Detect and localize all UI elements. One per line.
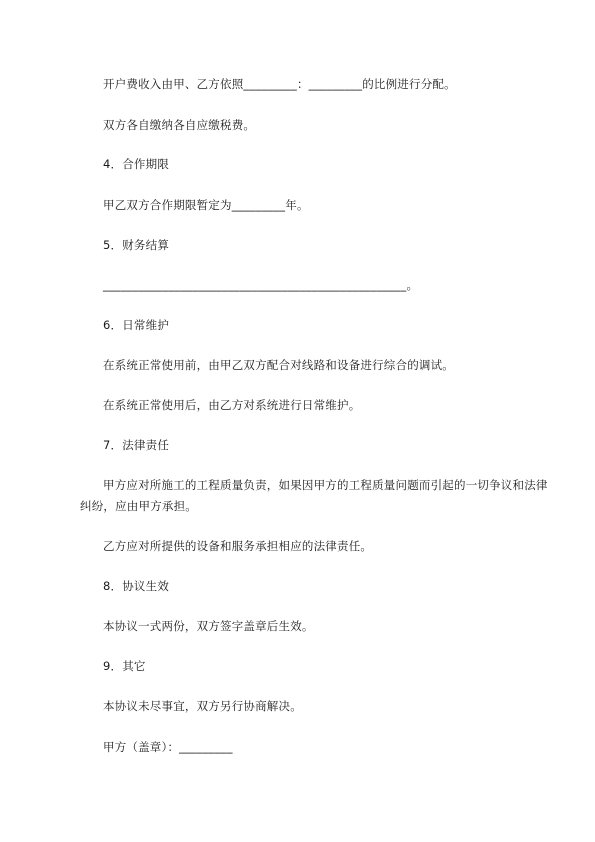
- heading-daily-maintenance: 6．日常维护: [103, 318, 170, 332]
- heading-agreement-effective: 8．协议生效: [103, 579, 170, 593]
- paragraph-cooperation-period: 甲乙双方合作期限暂定为_________年。: [103, 198, 309, 212]
- heading-legal-liability: 7．法律责任: [103, 438, 170, 452]
- paragraph-taxes: 双方各自缴纳各自应缴税费。: [103, 118, 256, 132]
- heading-cooperation-period: 4．合作期限: [103, 157, 170, 171]
- paragraph-other-matters: 本协议未尽事宜，双方另行协商解决。: [103, 699, 302, 713]
- heading-financial-settlement: 5．财务结算: [103, 238, 170, 252]
- paragraph-party-a-liability: 甲方应对所施工的工程质量负责，如果因甲方的工程质量问题而引起的一切争议和法律纠纷，应由甲方承担。: [80, 478, 548, 513]
- paragraph-revenue-split: 开户费收入由甲、乙方依照_________：_________的比例进行分配。: [103, 77, 456, 91]
- signature-party-a: 甲方（盖章）：_________: [103, 740, 233, 754]
- paragraph-financial-settlement-blank: ___________________________________________________。: [103, 278, 419, 292]
- paragraph-agreement-copies: 本协议一式两份，双方签字盖章后生效。: [103, 619, 314, 633]
- paragraph-before-use: 在系统正常使用前，由甲乙双方配合对线路和设备进行综合的调试。: [103, 358, 454, 372]
- paragraph-after-use: 在系统正常使用后，由乙方对系统进行日常维护。: [103, 398, 361, 412]
- heading-other: 9．其它: [103, 659, 146, 673]
- paragraph-party-b-liability: 乙方应对所提供的设备和服务承担相应的法律责任。: [103, 539, 373, 553]
